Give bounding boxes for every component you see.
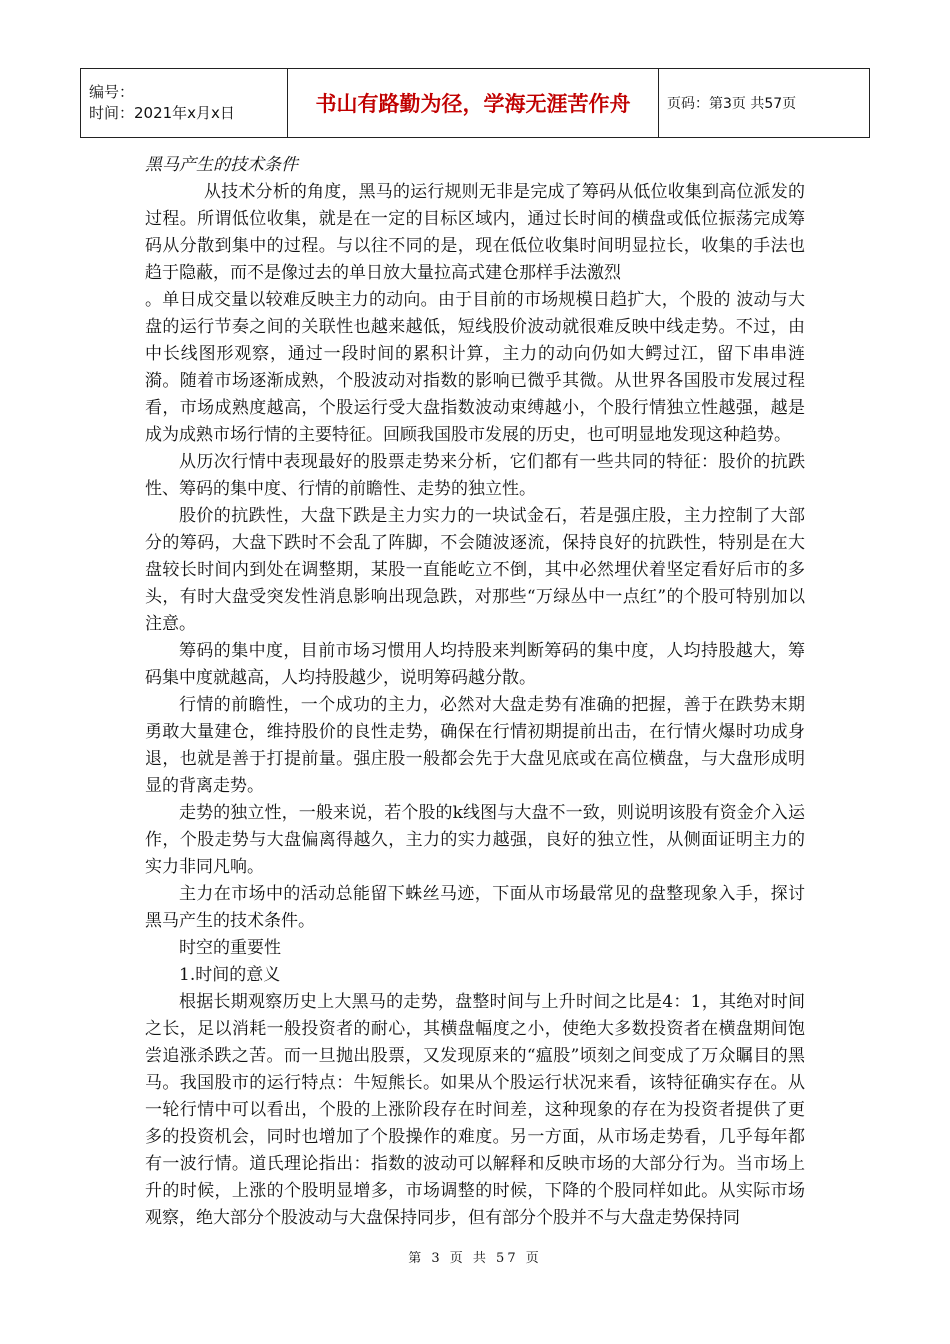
page-footer: 第 3 页 共 57 页 (408, 1251, 542, 1266)
paragraph-3: 从历次行情中表现最好的股票走势来分析，它们都有一些共同的特征：股价的抗跌性、筹码的集中度、行情的前瞻性、走势的独立性。 (145, 452, 805, 499)
subheading-time-meaning: 1.时间的意义 (179, 965, 281, 985)
paragraph-7: 走势的独立性，一般来说，若个股的k线图与大盘不一致，则说明该股有资金介入运作，个股走势与大盘偏离得越久，主力的实力越强，良好的独立性，从侧面证明主力的实力非同凡响。 (145, 803, 805, 877)
paragraph-2: 。单日成交量以较难反映主力的动向。由于目前的市场规模日趋扩大，个股的 波动与大盘的运行节奏之间的关联性也越来越低，短线股价波动就很难反映中线走势。不过，由中长线图形观察，通过一段时间的累积计算，主力的动向仍如大鳄过江，留下串串涟漪。随着市场逐渐成熟，个股波动对指数的影响已微乎其微。从世界各国股市发展过程看，市场成熟度越高，个股运行受大盘指数波动束缚越小，个股行情独立性越强，越是成为成熟市场行情的主要特征。回顾我国股市发展的历史，也可明显地发现这种趋势。 (145, 290, 805, 445)
document-date: 时间：2021年x月x日 (89, 104, 235, 122)
paragraph-5: 筹码的集中度，目前市场习惯用人均持股来判断筹码的集中度，人均持股越大，筹码集中度就越高，人均持股越少，说明筹码越分散。 (145, 641, 805, 688)
header-left-cell (81, 69, 288, 138)
subheading-time-space: 时空的重要性 (179, 938, 281, 958)
document-number-label: 编号： (89, 83, 135, 101)
paragraph-6: 行情的前瞻性，一个成功的主力，必然对大盘走势有准确的把握，善于在跌势末期勇敢大量建仓，维持股价的良性走势，确保在行情初期提前出击，在行情火爆时功成身退，也就是善于打提前量。强庄股一般都会先于大盘见底或在高位横盘，与大盘形成明显的背离走势。 (145, 695, 805, 796)
paragraph-1: 从技术分析的角度，黑马的运行规则无非是完成了筹码从低位收集到高位派发的过程。所谓低位收集，就是在一定的目标区域内，通过长时间的横盘或低位振荡完成筹码从分散到集中的过程。与以往不同的是，现在低位收集时间明显拉长，收集的手法也趋于隐蔽，而不是像过去的单日放大量拉高式建仓那样手法激烈 (145, 182, 805, 283)
section-title: 黑马产生的技术条件 (145, 155, 298, 175)
document-body (145, 152, 805, 1232)
page-header (80, 68, 870, 138)
header-page-info: 页码：第3页 共57页 (659, 69, 870, 138)
header-motto: 书山有路勤为径，学海无涯苦作舟 (288, 69, 659, 138)
paragraph-8: 主力在市场中的活动总能留下蛛丝马迹，下面从市场最常见的盘整现象入手，探讨黑马产生的技术条件。 (145, 884, 805, 931)
paragraph-9: 根据长期观察历史上大黑马的走势，盘整时间与上升时间之比是4：1，其绝对时间之长，足以消耗一般投资者的耐心，其横盘幅度之小，使绝大多数投资者在横盘期间饱尝追涨杀跌之苦。而一旦抛出股票，又发现原来的“瘟股”顷刻之间变成了万众瞩目的黑马。我国股市的运行特点：牛短熊长。如果从个股运行状况来看，该特征确实存在。从一轮行情中可以看出，个股的上涨阶段存在时间差，这种现象的存在为投资者提供了更多的投资机会，同时也增加了个股操作的难度。另一方面，从市场走势看，几乎每年都有一波行情。道氏理论指出：指数的波动可以解释和反映市场的大部分行为。当市场上升的时候，上涨的个股明显增多，市场调整的时候，下降的个股同样如此。从实际市场观察，绝大部分个股波动与大盘保持同步，但有部分个股并不与大盘走势保持同 (145, 992, 805, 1228)
paragraph-4: 股价的抗跌性，大盘下跌是主力实力的一块试金石，若是强庄股，主力控制了大部分的筹码，大盘下跌时不会乱了阵脚，不会随波逐流，保持良好的抗跌性，特别是在大盘较长时间内到处在调整期，某股一直能屹立不倒，其中必然埋伏着坚定看好后市的多头，有时大盘受突发性消息影响出现急跌，对那些“万绿丛中一点红”的个股可特别加以注意。 (145, 506, 805, 634)
